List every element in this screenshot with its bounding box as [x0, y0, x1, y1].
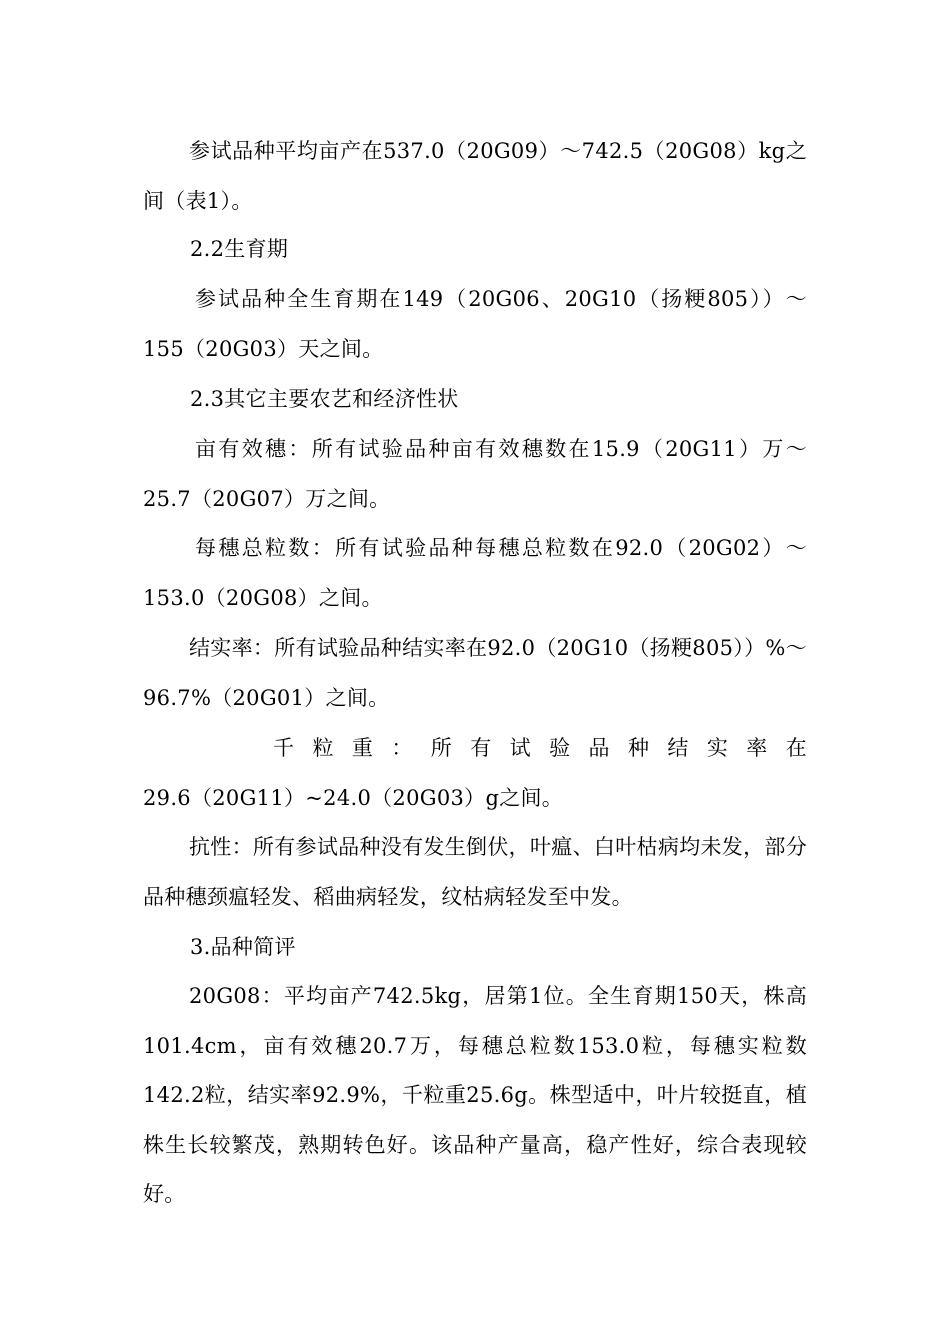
paragraph-resistance: 抗性：所有参试品种没有发生倒伏，叶瘟、白叶枯病均未发，部分品种穗颈瘟轻发、稻曲病轻发，纹枯病轻发至中发。 [143, 835, 807, 909]
heading-growth-period: 2.2生育期 [190, 237, 289, 261]
paragraph-thousand-grain-weight [143, 724, 807, 823]
tgw-line-2: 29.6（20G11）~24.0（20G03）g之间。 [143, 785, 564, 810]
heading-other-traits: 2.3其它主要农艺和经济性状 [190, 387, 459, 411]
paragraph-growth-period: 参试品种全生育期在149（20G06、20G10（扬粳805））～155（20G03）天之间。 [143, 287, 807, 361]
paragraph-variety-20g08: 20G08：平均亩产742.5kg，居第1位。全生育期150天，株高101.4cm，亩有效穗20.7万，每穗总粒数153.0粒，每穗实粒数142.2粒，结实率92.9%，千粒重25.6g。株型适中，叶片较挺直，植株生长较繁茂，熟期转色好。该品种产量高，稳产性好，综合表现较好。 [143, 984, 807, 1206]
tgw-line-1: 千粒重：所有试验品种结实率在 [273, 736, 807, 760]
paragraph-effective-panicles: 亩有效穗：所有试验品种亩有效穗数在15.9（20G11）万～25.7（20G07）万之间。 [143, 437, 807, 511]
heading-variety-review: 3.品种简评 [190, 935, 296, 959]
paragraph-yield: 参试品种平均亩产在537.0（20G09）～742.5（20G08）kg之间（表1）。 [143, 139, 807, 213]
paragraph-grains-per-panicle: 每穗总粒数：所有试验品种每穗总粒数在92.0（20G02）～153.0（20G08）之间。 [143, 536, 807, 610]
paragraph-seed-setting-rate: 结实率：所有试验品种结实率在92.0（20G10（扬粳805））%～96.7%（20G01）之间。 [143, 636, 807, 710]
